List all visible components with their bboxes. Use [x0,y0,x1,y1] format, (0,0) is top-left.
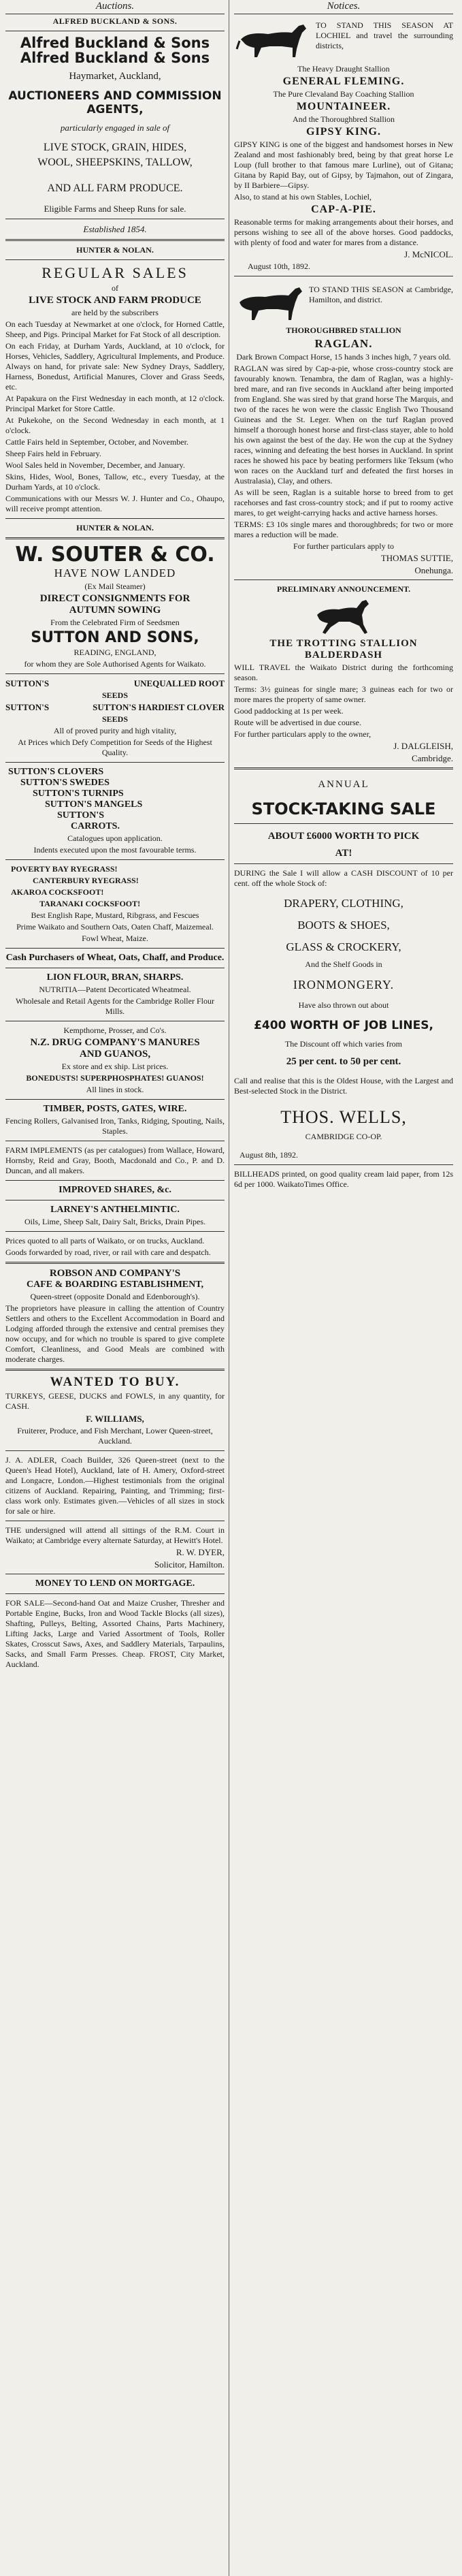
firm-name: Alfred Buckland & Sons [20,50,210,66]
text: Prime Waikato and Southern Oats, Oaten Chaff, Maizemeal. [16,922,214,932]
text: The Discount off which varies from [284,1039,403,1049]
text: And the Shelf Goods in [305,959,382,969]
ad-title: REGULAR SALES [42,264,188,281]
signature: Solicitor, Hamilton. [154,1559,225,1570]
text: SEEDS [101,714,129,724]
text: (Ex Mail Steamer) [84,582,146,591]
text: FARM IMPLEMENTS (as per catalogues) from Wallace, Howard, Hornsby, Reid and Gray, Booth, Macdonald and Co., P. and D. Duncan, and all makers. [5,1145,225,1175]
text: Cash Purchasers of Wheat, Oats, Chaff, and Produce. [5,953,225,963]
text: IRONMONGERY. [293,978,395,991]
text: From the Celebrated Firm of Seedsmen [50,618,180,627]
text: TURKEYS, GEESE, DUCKS and FOWLS, in any quantity, for CASH. [5,1391,225,1411]
text: AND GUANOS, [79,1049,151,1060]
text: Route will be advertised in due course. [234,718,361,727]
text: MONEY TO LEND ON MORTGAGE. [35,1578,195,1589]
text: AKAROA COCKSFOOT! [11,887,104,897]
text: LION FLOUR, BRAN, SHARPS. [46,972,184,983]
text: WOOL, SHEEPSKINS, TALLOW, [37,157,193,168]
text: BILLHEADS printed, on good quality cream laid paper, from 12s 6d per 1000. WaikatoTimes Office. [234,1169,453,1189]
ad-header: ALFRED BUCKLAND & SONS. [52,16,178,26]
horse-name: GIPSY KING. [306,126,381,138]
column-heading: Notices. [234,0,453,14]
text: GIPSY KING is one of the biggest and handsomest horses in New Zealand and most fashionably bred, being by that great horse Le Loup (full brother to that famous mare Lurline), out of Gitana; Gitana by Rapid Bay, out of Gipsy, by Tajmahon, out of Zingara, by II Barbiere—Gipsy. [234,140,453,190]
signature: J. McNICOL. [404,249,453,259]
text: TIMBER, POSTS, GATES, WIRE. [43,1104,187,1114]
horse-name: THE TROTTING STALLION [269,638,418,649]
text: Kempthorne, Prosser, and Co's. [63,1025,167,1035]
signature: J. DALGLEISH, [393,741,453,751]
text: N.Z. DRUG COMPANY'S MANURES [30,1037,200,1048]
left-column [5,0,225,2576]
text: The Pure Clevaland Bay Coaching Stallion [273,89,414,99]
text: Fencing Rollers, Galvanised Iron, Tanks, Ridging, Spouting, Nails, Staples. [5,1116,225,1136]
horse-icon [234,19,316,60]
text: Sheep Fairs held in February. [5,449,101,458]
text: Eligible Farms and Sheep Runs for sale. [44,204,186,214]
text: The Heavy Draught Stallion [297,64,390,74]
text: FOR SALE—Second-hand Oat and Maize Crusher, Thresher and Portable Engine, Bucks, Iron and Wood Tackle Blocks (all sizes), Shafting, Pulleys, Belting, Assorted Chains, Parts Machinery, Lifting Jacks, Large and Varied Assortment of Tools, Roller Skates, Crosscut Saws, Axes, and Saddlery Materials, Tarpaulins, Sacks, and Small Farm Presses. Cheap. FROST, City Market, Auckland. [5,1598,225,1669]
text: DRAPERY, CLOTHING, [284,897,403,910]
text: On each Friday, at Durham Yards, Auckland, at 10 o'clock, for Horses, Vehicles, Saddlery, Agricultural Implements, and Produce. Always on hand, for private sale: New Sydney Drays, Saddlery, Harness, Bonedust, Artificial Manures, Clover and Grass Seeds, etc. [5,341,225,392]
text: particularly engaged in sale of [60,123,170,133]
text: ANNUAL [318,779,369,790]
text: The proprietors have pleasure in calling the attention of Country Settlers and others to the Excellent Accommodation in Board and Lodging afforded through the extensive and central premises they now occupy, and for which no trouble is spared to give complete Comfort, Cleanliness, and Good Meals are combined with moderate charges. [5,1303,225,1364]
text: THE undersigned will attend all sittings of the R.M. Court in Waikato; at Cambridge every alternate Saturday, at Hewitt's Hotel. [5,1525,225,1545]
text: Fowl Wheat, Maize. [82,934,148,943]
text: Also, to stand at his own Stables, Lochiel, [234,192,372,202]
column-heading: Auctions. [5,0,225,14]
text: WILL TRAVEL the Waikato District during the forthcoming season. [234,663,453,682]
text: of [112,283,118,293]
ad-header: PRELIMINARY ANNOUNCEMENT. [276,584,411,594]
seed-list: SUTTON'S CLOVERS SUTTON'S SWEDES SUTTON'S TURNIPS SUTTON'S MANGELS SUTTON'S CARROTS. [8,767,143,831]
text: TARANAKI COCKSFOOT! [39,899,141,908]
text: Skins, Hides, Wool, Bones, Tallow, etc., every Tuesday, at the Durham Yards, at 10 o'clock. [5,472,225,492]
ad-title: LIVE STOCK AND FARM PRODUCE [29,295,201,306]
text: LIVE STOCK, GRAIN, HIDES, [43,142,187,153]
text: RAGLAN was sired by Cap-a-pie, whose cross-country stock are favourably known. Tenambra, the dam of Raglan, was a highly-bred mare, and ran five seconds in Auckland after being imported from England. She was sired by that grand horse The Marquis, and two of the races he won were the classic English Two Thousand Guineas and the St. Leger. When on the turf Raglan proved himself a thorough honest horse and first-class stayer, able to hold his own against the best of the day. He won the cup at the Sydney races, winning and defeating the best horses in Auckland. In sprint races he showed his pace by beating performers like Teksum (who won races on the Auckland turf and defeated the first horses in Australasia), Clay, and others. [234,364,453,486]
text: Reasonable terms for making arrangements about their horses, and persons wishing to see all of the above horses. Good paddocks, with plenty of food and water for mares from a distance. [234,217,453,247]
text: Ex store and ex ship. List prices. [61,1062,169,1071]
ad-title: ROBSON AND COMPANY'S [49,1268,181,1279]
text: for whom they are Sole Authorised Agents for Waikato. [24,659,206,669]
firm-title: AGENTS, [86,103,144,116]
text: Call and realise that this is the Oldest House, with the Largest and Best-selected Stock in the District. [234,1076,453,1096]
date: August 10th, 1892. [248,261,311,271]
text: Wholesale and Retail Agents for the Cambridge Roller Flour Mills. [16,996,214,1016]
text: Catalogues upon application. [67,833,163,843]
date: August 8th, 1892. [240,1150,299,1160]
text: AT! [335,848,352,859]
text: All lines in stock. [86,1085,144,1094]
text: HAVE NOW LANDED [54,567,176,579]
text: Prices quoted to all parts of Waikato, or on trucks, Auckland. [5,1236,205,1245]
horse-ad [234,16,453,63]
text: DIRECT CONSIGNMENTS FOR [39,593,191,604]
ad-title: WANTED TO BUY. [50,1375,180,1389]
text: LARNEY'S ANTHELMINTIC. [50,1205,180,1215]
text: BONEDUSTS! SUPERPHOSPHATES! GUANOS! [26,1073,204,1083]
text: Queen-street (opposite Donald and Edenborough's). [30,1292,200,1301]
horse-name: CAP-A-PIE. [311,204,376,215]
text: TO STAND THIS SEASON AT LOCHIEL and travel the surrounding districts, [316,20,453,50]
firm-location: Haymarket, Auckland, [69,71,161,82]
text: Have also thrown out about [298,1000,389,1010]
text: READING, ENGLAND, [73,648,156,657]
text: AND ALL FARM PRODUCE. [47,182,183,194]
text: TO STAND THIS SEASON at Cambridge, Hamilton, and district. [309,285,453,304]
horse-name: GENERAL FLEMING. [282,76,405,87]
signature: R. W. DYER, [176,1547,225,1557]
text: On each Tuesday at Newmarket at one o'clock, for Horned Cattle, Sheep, and Pigs. Principal Market for Fat Stock of all description. [5,319,225,339]
trotting-horse-icon [313,597,374,635]
text: All of proved purity and high vitality, [53,726,177,735]
right-column [234,0,453,2576]
text: TERMS: £3 10s single mares and thoroughbreds; for two or more mares a reduction will be made. [234,520,453,539]
signature: THOMAS SUTTIE, [380,553,453,563]
text: GLASS & CROCKERY, [286,940,401,953]
text: NUTRITIA—Patent Decorticated Wheatmeal. [39,985,191,994]
ad-header: HUNTER & NOLAN. [76,245,154,255]
text: For further particulars apply to [293,541,394,551]
text: DURING the Sale I will allow a CASH DISCOUNT of 10 per cent. off the whole Stock of: [234,868,453,888]
text: THOROUGHBRED STALLION [286,325,401,335]
text: And the Thoroughbred Stallion [292,114,395,124]
horse-name: RAGLAN. [314,337,373,350]
text: F. WILLIAMS, [86,1414,144,1424]
text: Best English Rape, Mustard, Ribgrass, and Fescues [31,910,199,920]
ad-title: W. SOUTER & CO. [15,543,215,567]
text: 25 per cent. to 50 per cent. [286,1056,401,1067]
text: THOS. WELLS, [280,1107,407,1127]
text: Dark Brown Compact Horse, 15 hands 3 inches high, 7 years old. [236,352,451,362]
text: SEEDS [101,690,129,700]
seed-row: SUTTON'S UNEQUALLED ROOT [5,678,225,688]
text: At Prices which Defy Competition for Seeds of the Highest Quality. [18,737,212,757]
text: For further particulars apply to the owner, [234,729,372,739]
text: Wool Sales held in November, December, and January. [5,460,185,470]
ad-header: HUNTER & NOLAN. [76,523,154,532]
signature: Onehunga. [414,565,453,575]
text: Terms: 3½ guineas for single mare; 3 guineas each for two or more mares the property of same owner. [234,684,453,704]
text: ABOUT £6000 WORTH TO PICK [267,831,420,842]
text: Cattle Fairs held in September, October, and November. [5,437,188,447]
text: Good paddocking at 1s per week. [234,706,344,716]
horse-name: BALDERDASH [304,650,383,661]
text: SUTTON AND SONS, [31,629,199,646]
text: IMPROVED SHARES, &c. [59,1185,171,1195]
text: £400 WORTH OF JOB LINES, [254,1019,433,1032]
text: At Papakura on the First Wednesday in each month, at 12 o'clock. Principal Market for Store Cattle. [5,394,225,413]
text: Goods forwarded by road, river, or rail with care and despatch. [5,1247,211,1257]
text: are held by the subscribers [71,308,159,317]
text: Indents executed upon the most favourable terms. [33,845,197,855]
seed-row: SUTTON'S SUTTON'S HARDIEST CLOVER [5,702,225,712]
horse-ad [234,281,453,324]
horse-icon [234,283,309,321]
firm-title: AUCTIONEERS AND COMMISSION [8,89,222,103]
text: J. A. ADLER, Coach Builder, 326 Queen-street (next to the Queen's Head Hotel), Auckland, late of H. Amery, Oxford-street and Longacre, London.—Highest testimonials from the original citizens of Auckland. Repairing, Painting, and Trimming; first-class work only. Estimates given.—Vehicles of all sizes in stock for sale or hire. [5,1455,225,1516]
text: CAMBRIDGE CO-OP. [305,1132,382,1141]
text: CAFE & BOARDING ESTABLISHMENT, [26,1279,204,1290]
text: CANTERBURY RYEGRASS! [33,876,139,885]
text: AUTUMN SOWING [69,605,161,616]
text: As will be seen, Raglan is a suitable horse to breed from to get racehorses and fast cross-country stock; and if put to roomy active mares, to get weight-carrying hacks and active harness horses. [234,488,453,518]
text: At Pukekohe, on the Second Wednesday in each month, at 1 o'clock. [5,415,225,435]
horse-name: MOUNTAINEER. [296,101,391,112]
ad-title: STOCK-TAKING SALE [251,799,436,818]
signature: Cambridge. [411,753,453,763]
text: POVERTY BAY RYEGRASS! [11,864,118,874]
text: Established 1854. [83,224,147,234]
firm-name: Alfred Buckland & Sons [20,35,210,51]
text: BOOTS & SHOES, [297,919,390,932]
text: Fruiterer, Produce, and Fish Merchant, Lower Queen-street, Auckland. [17,1426,213,1446]
text: Oils, Lime, Sheep Salt, Dairy Salt, Bricks, Drain Pipes. [24,1217,205,1226]
text: Communications with our Messrs W. J. Hunter and Co., Ohaupo, will receive prompt attention. [5,494,225,513]
